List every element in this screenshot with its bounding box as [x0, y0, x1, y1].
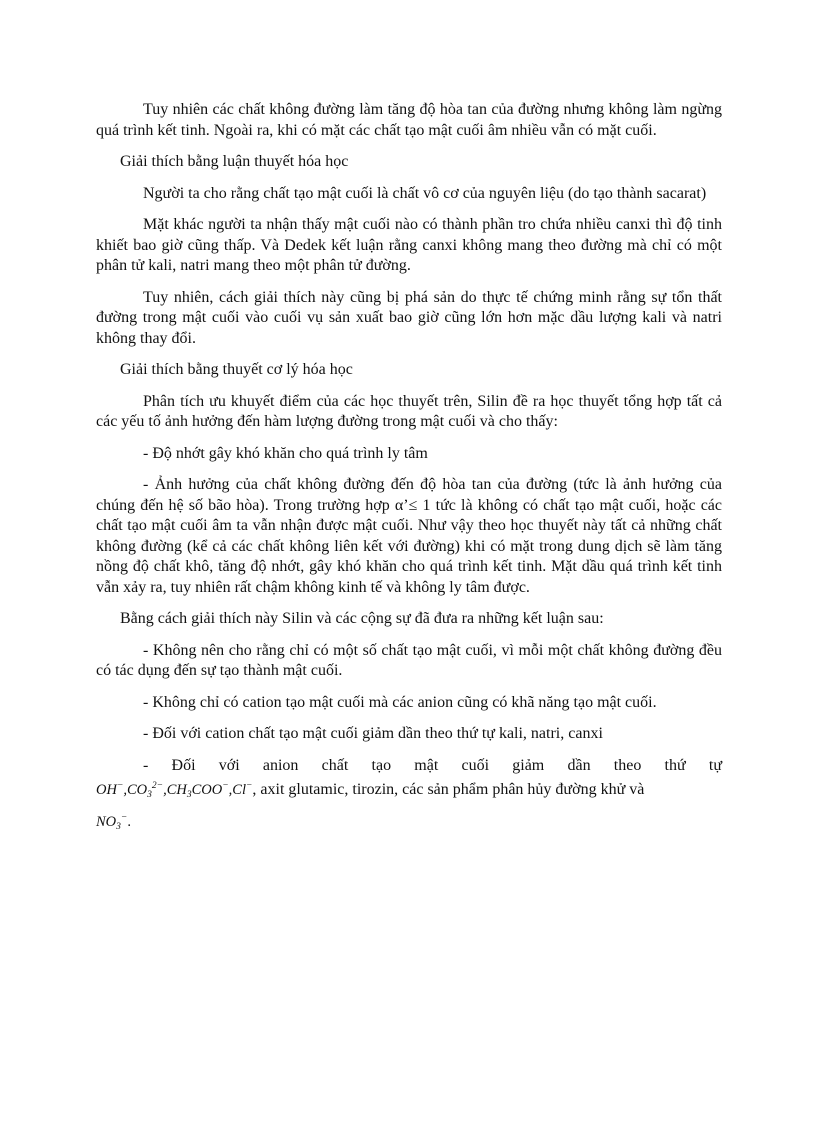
list-item-viscosity: - Độ nhớt gây khó khăn cho quá trình ly tâm [143, 444, 428, 462]
paragraph-non-sugar-solubility: Tuy nhiên các chất không đường làm tăng độ hòa tan của đường nhưng không làm ngừng quá trình kết tinh. Ngoài ra, khi có mặt các chất tạo mật cuối âm nhiều vẫn có mặt cuối. [96, 101, 722, 139]
paragraph-theory-failure: Tuy nhiên, cách giải thích này cũng bị phá sản do thực tế chứng minh rằng sự tổn thất đường trong mật cuối vào cuối vụ sản xuất bao giờ cũng lớn hơn mặc dầu lượng kali và natri không thay đổi. [96, 288, 722, 347]
anion-order-intro: - Đối với anion chất tạo mật cuối giảm dần theo thứ tự [143, 756, 722, 774]
formula-chloride: Cl− [232, 781, 253, 798]
document-page [96, 100, 722, 848]
list-item-all-non-sugars: - Không nên cho rằng chỉ có một số chất tạo mật cuối, vì mỗi một chất không đường đều có tác dụng đến sự tạo thành mật cuối. [96, 641, 722, 679]
heading-chemical-theory: Giải thích bằng luận thuyết hóa học [120, 153, 349, 170]
paragraph-inorganic-molasses-former: Người ta cho rằng chất tạo mật cuối là chất vô cơ của nguyên liệu (do tạo thành sacarat) [143, 184, 707, 202]
list-item-cation-anion: - Không chỉ có cation tạo mật cuối mà các anion cũng có khã năng tạo mật cuối. [143, 693, 657, 711]
paragraph-silin-conclusions: Bằng cách giải thích này Silin và các cộng sự đã đưa ra những kết luận sau: [120, 610, 604, 627]
anion-formula-list: $OH^-,CO_3^{2-},CH_3COO^-,Cl^-$ [96, 781, 253, 800]
formula-carbonate: $CO_3^{2-}$ [127, 781, 164, 800]
formula-hydroxide: OH− [96, 781, 124, 798]
paragraph-calcium-purity: Mặt khác người ta nhận thấy mật cuối nào có thành phần tro chứa nhiều canxi thì độ tinh khiết bao giờ cũng thấp. Và Dedek kết luận rằng canxi không mang theo đường mà chỉ có một phân tử kali, natri mang theo một phân tử đường. [96, 216, 722, 274]
list-item-cation-order: - Đối với cation chất tạo mật cuối giảm dần theo thứ tự kali, natri, canxi [143, 725, 603, 742]
list-item-anion-order: - Đối với anion chất tạo mật cuối giảm dần theo thứ tự $OH^-,CO_3^{2-},CH_3COO^-,Cl^-$, axit glutamic, tirozin, các sản phẩm phân hủy đường khử và $NO_3^-$. [96, 756, 722, 838]
formula-nitrate: $NO_3^-$. [96, 812, 131, 832]
formula-acetate: $CH_3COO^-$ [166, 781, 229, 800]
list-item-solubility-effect: - Ảnh hưởng của chất không đường đến độ hòa tan của đường (tức là ảnh hưởng của chúng đến hệ số bão hòa). Trong trường hợp α’≤ 1 tức là không có chất tạo mật cuối, hoặc các chất tạo mật cuối âm ta vẫn nhận được mật cuối. Như vậy theo học thuyết này tất cả những chất không đường (kể cả các chất không liên kết với đường) khi có mặt trong dung dịch sẽ làm tăng nồng độ chất khô, tăng độ nhớt, gây khó khăn cho quá trình kết tinh. Mặt dầu quá trình kết tinh vẫn xảy ra, tuy nhiên rất chậm không kinh tế và không ly tâm được. [96, 476, 722, 596]
paragraph-silin-theory: Phân tích ưu khuyết điểm của các học thuyết trên, Silin đề ra học thuyết tổng hợp tất cả các yếu tố ảnh hưởng đến hàm lượng đường trong mật cuối và cho thấy: [96, 392, 722, 430]
anion-order-tail: axit glutamic, tirozin, các sản phẩm phân hủy đường khử và [260, 781, 645, 798]
heading-physicochemical-theory: Giải thích bằng thuyết cơ lý hóa học [120, 361, 353, 378]
